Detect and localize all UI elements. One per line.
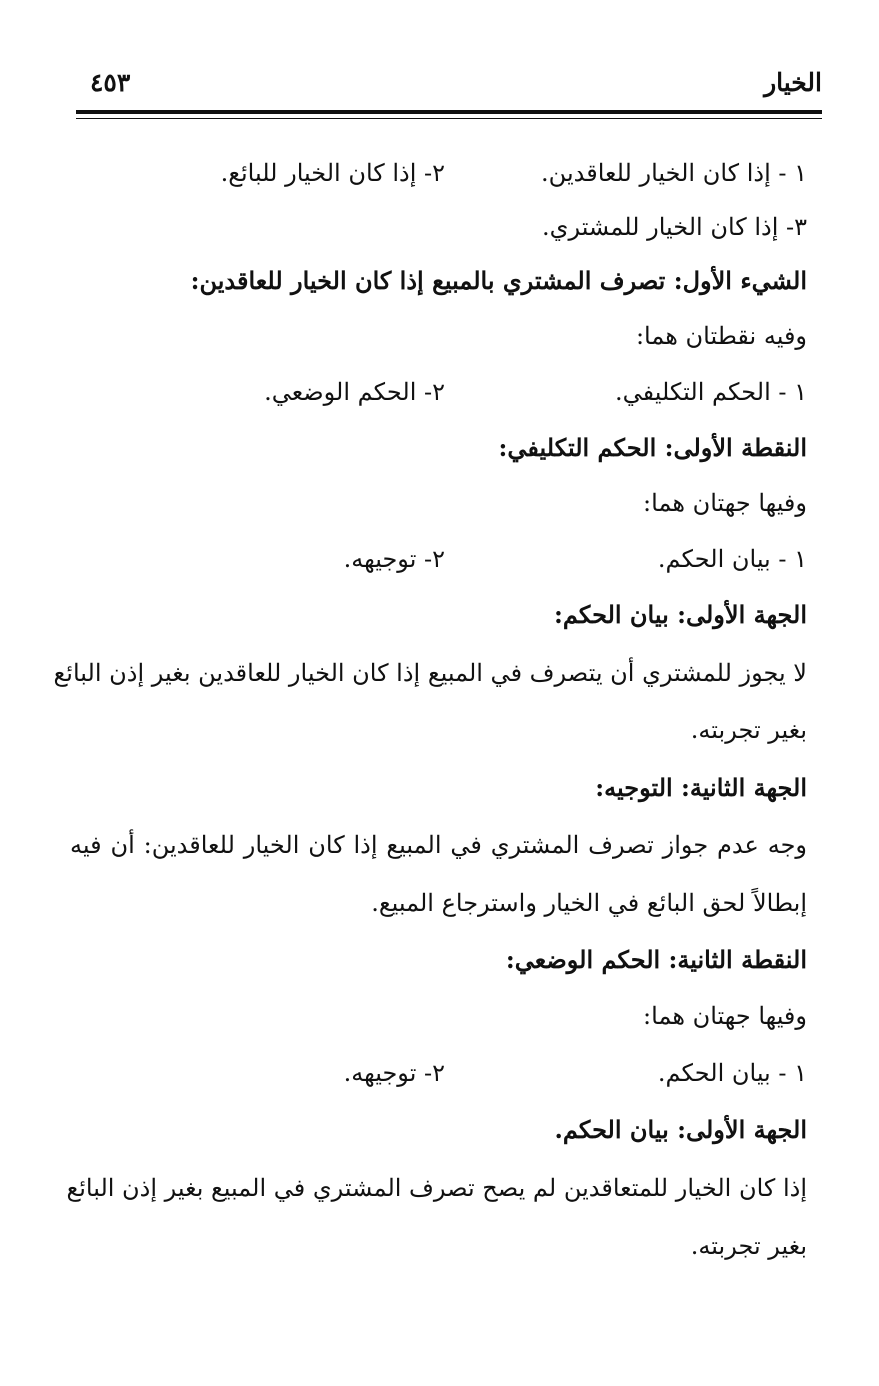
section-heading: الجهة الأولى: بيان الحكم:: [553, 600, 807, 629]
list-row: [70, 374, 807, 410]
list-row: [70, 1055, 807, 1091]
section-heading: النقطة الأولى: الحكم التكليفي:: [498, 433, 807, 462]
list-item: ١ - بيان الحكم.: [657, 1059, 807, 1087]
page-number: ٤٥٣: [90, 68, 131, 97]
header-rule-thick: [76, 110, 822, 114]
paragraph-line: لا يجوز للمشتري أن يتصرف في المبيع إذا كان الخيار للعاقدين بغير إذن البائع: [53, 659, 807, 687]
section-heading: النقطة الثانية: الحكم الوضعي:: [505, 945, 807, 974]
paragraph-line: وفيها جهتان هما:: [643, 1002, 807, 1030]
list-item: ١ - إذا كان الخيار للعاقدين.: [541, 159, 807, 187]
list-item: ١ - الحكم التكليفي.: [614, 378, 807, 406]
paragraph-line: إبطالاً لحق البائع في الخيار واسترجاع المبيع.: [371, 889, 807, 917]
paragraph-line: وفيها جهتان هما:: [643, 489, 807, 517]
list-row: [70, 541, 807, 577]
list-item: ٢- الحكم الوضعي.: [264, 378, 445, 406]
paragraph-line: وفيه نقطتان هما:: [635, 322, 807, 350]
section-heading: الشيء الأول: تصرف المشتري بالمبيع إذا كان الخيار للعاقدين:: [190, 266, 807, 295]
paragraph-line: بغير تجربته.: [690, 1232, 807, 1260]
section-heading: الجهة الأولى: بيان الحكم.: [554, 1115, 807, 1144]
header-rule-thin: [76, 118, 822, 119]
list-item: ١ - بيان الحكم.: [657, 545, 807, 573]
paragraph-line: بغير تجربته.: [690, 716, 807, 744]
list-item: ٢- توجيهه.: [343, 545, 445, 573]
paragraph-line: وجه عدم جواز تصرف المشتري في المبيع إذا كان الخيار للعاقدين: أن فيه: [70, 831, 807, 859]
list-item: ٢- توجيهه.: [343, 1059, 445, 1087]
running-title: الخيار: [764, 68, 822, 97]
paragraph-line: إذا كان الخيار للمتعاقدين لم يصح تصرف المشتري في المبيع بغير إذن البائع: [66, 1174, 807, 1202]
paragraph-line: ٣- إذا كان الخيار للمشتري.: [542, 213, 807, 241]
page-header: [76, 68, 822, 104]
section-heading: الجهة الثانية: التوجيه:: [595, 773, 807, 802]
list-row: [70, 155, 807, 191]
list-item: ٢- إذا كان الخيار للبائع.: [220, 159, 445, 187]
